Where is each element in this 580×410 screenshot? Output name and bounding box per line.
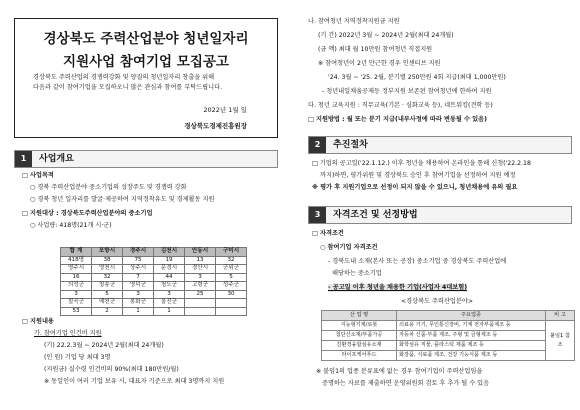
region-count: 7 bbox=[123, 273, 154, 282]
section-header-eligibility bbox=[308, 206, 572, 224]
region-count: 44 bbox=[154, 273, 185, 282]
region-name: 포항시 bbox=[92, 248, 123, 257]
support-note: ※ 동일인이 여러 기업 보유 시, 대표자 기준으로 최대 3명까지 지원 bbox=[44, 378, 225, 385]
industry-table bbox=[321, 310, 575, 361]
industry-examples: 의료용 기기, 무인통신장비, 기계 전자부품제조 등 bbox=[397, 321, 546, 331]
region-name: 영덕군 bbox=[123, 282, 154, 291]
eligibility-subheading: ○ 참여기업 자격조건 bbox=[320, 244, 378, 251]
region-name: 영주시 bbox=[61, 265, 92, 274]
table-header-row bbox=[322, 311, 575, 321]
support-content-heading: □ 지원내용 bbox=[22, 318, 54, 325]
region-count: 30 bbox=[216, 290, 247, 299]
region-count: 3 bbox=[123, 290, 154, 299]
section-number: 1 bbox=[15, 151, 32, 167]
region-name: 고령군 bbox=[185, 282, 216, 291]
column-header: 비 고 bbox=[546, 311, 575, 321]
incentive-condition: - 청년내일채움공제등 정부지원 보존된 참여청년에 한하여 지원 bbox=[322, 88, 492, 95]
region-name-row bbox=[61, 248, 247, 257]
region-name: 울진군 bbox=[154, 299, 185, 308]
region-name: 경산시 bbox=[185, 265, 216, 274]
purpose-heading: □ 사업목적 bbox=[22, 172, 54, 179]
column-header: 산 업 명 bbox=[322, 311, 397, 321]
intro-line: 다음과 같이 참여기업을 모집하오니 많은 관심과 참여를 부탁드립니다. bbox=[33, 84, 223, 91]
region-count: 25 bbox=[185, 290, 216, 299]
right-column bbox=[294, 0, 580, 410]
region-count: 32 bbox=[216, 256, 247, 265]
industry-table-caption: <경상북도 주력산업분야> bbox=[400, 298, 474, 305]
region-name: 성주군 bbox=[216, 282, 247, 291]
region-name: 문경시 bbox=[154, 265, 185, 274]
region-name: 상주시 bbox=[123, 265, 154, 274]
region-count bbox=[216, 307, 247, 316]
region-count bbox=[185, 307, 216, 316]
industry-examples: 자동차 신품·부품 제조, 주형 및 금형제조 등 bbox=[397, 331, 546, 341]
region-count: 32 bbox=[92, 273, 123, 282]
section-header-overview bbox=[14, 150, 278, 168]
section-title: 자격조건 및 선정방법 bbox=[333, 210, 418, 220]
region-count: 1 bbox=[154, 307, 185, 316]
region-name: 안동시 bbox=[185, 248, 216, 257]
support-headcount: (인 원) 기업 당 최대 3명 bbox=[44, 354, 111, 361]
region-name: 구미시 bbox=[216, 248, 247, 257]
intro-text bbox=[33, 73, 263, 93]
eligibility-line: - 경북도내 소재(본사 또는 공장) 중소기업 중 경상북도 주력산업에 bbox=[328, 258, 507, 265]
region-count: 16 bbox=[61, 273, 92, 282]
region-name: 칠곡군 bbox=[61, 299, 92, 308]
region-count: 19 bbox=[154, 256, 185, 265]
table-row bbox=[322, 331, 575, 341]
intro-line: 경상북도 주력산업의 경쟁력강화 및 양질의 청년일자리 창출을 위해 bbox=[33, 74, 215, 81]
region-count: 13 bbox=[185, 256, 216, 265]
region-name-row bbox=[61, 265, 247, 274]
region-name: 예천군 bbox=[92, 299, 123, 308]
issuing-organization: 경상북도경제진흥원장 bbox=[184, 122, 247, 130]
table-row bbox=[322, 341, 575, 351]
region-name: 청도군 bbox=[154, 282, 185, 291]
region-count: 3 bbox=[154, 290, 185, 299]
region-name bbox=[216, 299, 247, 308]
page-title-line2: 지원사업 참여기업 모집공고 bbox=[63, 54, 229, 70]
region-name: 군위군 bbox=[216, 265, 247, 274]
settlement-period: (기 간) 2022년 3월 ~ 2024년 2월(최대 24개월) bbox=[318, 32, 454, 39]
region-count: 418명 bbox=[61, 256, 92, 265]
industry-name: 친환경융합섬유소재 bbox=[322, 341, 397, 351]
industry-examples: 화학섬유 직물, 플라스틱 제품 제조 등 bbox=[397, 341, 546, 351]
region-count: 3 bbox=[61, 290, 92, 299]
eligibility-line: 해당하는 중소기업 bbox=[332, 270, 382, 277]
industry-name: 첨단신소재/부품가공 bbox=[322, 331, 397, 341]
region-name bbox=[185, 299, 216, 308]
section-title: 추진절차 bbox=[333, 140, 368, 150]
industry-footnote: 증명하는 자료를 제출하면 운영위원회 검토 후 추가 될 수 있음 bbox=[322, 380, 490, 387]
industry-note: 붙임1 참조 bbox=[546, 321, 575, 361]
region-name-row bbox=[61, 282, 247, 291]
section-number: 3 bbox=[309, 207, 326, 223]
education-support: 다. 청년 교육지원 : 직무교육(기본 · 심화교육 등), 네트워킹(견학 등) bbox=[308, 102, 493, 109]
region-count-row bbox=[61, 256, 247, 265]
support-item-b: 나. 참여청년 지역정착지원금 지원 bbox=[308, 18, 400, 25]
table-row bbox=[322, 351, 575, 361]
industry-footnote: ※ 붙임1의 업종 분류표에 없는 경우 참여기업이 주력산업임을 bbox=[316, 368, 483, 375]
region-name: 청송군 bbox=[92, 282, 123, 291]
eligibility-highlight: - 공고일 이후 청년을 채용한 기업(사업자 4대보험) bbox=[328, 284, 468, 291]
support-item-a: 가. 참여기업 인건비 지원 bbox=[34, 330, 102, 337]
region-count: 38 bbox=[92, 256, 123, 265]
region-count-row bbox=[61, 307, 247, 316]
region-count: 5 bbox=[216, 273, 247, 282]
region-count-row bbox=[61, 273, 247, 282]
region-count: 2 bbox=[92, 307, 123, 316]
incentive-note: ※ 참여청년이 2년 만근한 경우 인센티브 지원 bbox=[318, 60, 441, 67]
region-name: 의성군 bbox=[61, 282, 92, 291]
region-count: 3 bbox=[185, 273, 216, 282]
region-name: 합 계 bbox=[61, 248, 92, 257]
page-title-line1: 경상북도 주력산업분야 청년일자리 bbox=[43, 31, 249, 47]
settlement-amount: (금 액) 최대 월 10만원 참여청년 직접지원 bbox=[318, 46, 433, 53]
region-name: 김천시 bbox=[154, 248, 185, 257]
purpose-item: ○ 경북 주력산업분야 중소기업의 성장주도 및 경쟁력 강화 bbox=[30, 184, 187, 191]
region-name: 봉화군 bbox=[123, 299, 154, 308]
section-number: 2 bbox=[309, 137, 326, 153]
procedure-line: □ 기업의 공고일('22.1.12.) 이후 청년을 채용하여 온라인을 통해 신청('22.2.18 bbox=[312, 160, 531, 167]
purpose-item: ○ 경북 청년 일자리를 발굴·제공하여 지역정착유도 및 경제활동 지원 bbox=[30, 196, 215, 203]
column-header: 주요업종 bbox=[397, 311, 546, 321]
region-count: 75 bbox=[123, 256, 154, 265]
incentive-detail: '24. 3월 ~ '25. 2월, 분기별 250만원 4회 지급(최대 1,000만원) bbox=[328, 74, 506, 81]
region-count: 53 bbox=[61, 307, 92, 316]
table-row bbox=[322, 321, 575, 331]
regional-quota-table bbox=[60, 247, 247, 316]
industry-name: 라이프케어푸드 bbox=[322, 351, 397, 361]
title-box bbox=[14, 18, 278, 138]
section-header-procedure bbox=[308, 136, 572, 154]
region-count: 1 bbox=[123, 307, 154, 316]
target-heading: □ 지원대상 : 경상북도주력산업분야의 중소기업 bbox=[22, 210, 153, 217]
target-quota: ○ 사업량: 418명(21개 시·군) bbox=[30, 222, 112, 229]
region-count-row bbox=[61, 290, 247, 299]
procedure-warning: ※ 평가 후 지원기업으로 선정이 되지 않을 수 있으니, 청년채용에 유의 필요 bbox=[312, 184, 518, 191]
procedure-line: 까지)하면, 평가위원 및 경상북도 승인 후 참여기업을 선정하여 지원 예정 bbox=[320, 172, 516, 179]
section-title: 사업개요 bbox=[39, 154, 74, 164]
notice-date: 2022년 1월 일 bbox=[203, 106, 247, 114]
payment-method: □ 지원방법 : 월 또는 분기 지급(내부사정에 따라 변동될 수 있음) bbox=[308, 116, 487, 123]
region-name: 영천시 bbox=[92, 265, 123, 274]
industry-examples: 화장품, 식료품 제조, 건강 기능식품 제조 등 bbox=[397, 351, 546, 361]
region-count: 5 bbox=[92, 290, 123, 299]
eligibility-heading: □ 자격조건 bbox=[312, 230, 344, 237]
region-name: 경주시 bbox=[123, 248, 154, 257]
industry-name: 지능형기계/로봇 bbox=[322, 321, 397, 331]
support-period: (기) 22.2.3월 ~ 2024년 2월(최대 24개월) bbox=[44, 342, 164, 349]
region-name-row bbox=[61, 299, 247, 308]
support-amount: (지원금) 실수령 인건비의 90%(최대 180만원/월) bbox=[44, 366, 179, 373]
